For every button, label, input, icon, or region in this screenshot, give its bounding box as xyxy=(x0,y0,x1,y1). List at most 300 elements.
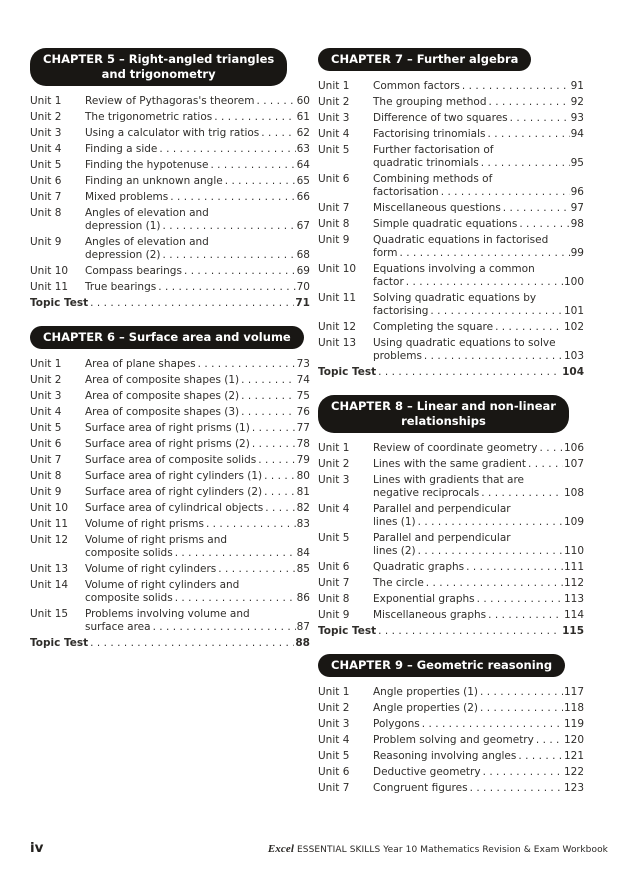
entry-line xyxy=(85,374,310,387)
dot-leader xyxy=(483,766,563,779)
entry-line xyxy=(373,80,584,93)
dot-leader xyxy=(518,750,563,763)
entry-body xyxy=(373,458,584,471)
entry-line xyxy=(373,593,584,606)
entry-line xyxy=(85,127,310,140)
entry-body xyxy=(85,265,310,278)
entry-page-number: 106 xyxy=(563,442,584,454)
entry-title: Review of coordinate geometry xyxy=(373,442,538,454)
dot-leader xyxy=(503,202,570,215)
dot-leader xyxy=(241,390,295,403)
dot-leader xyxy=(399,247,569,260)
entry-body xyxy=(85,159,310,172)
entry-title: Area of composite shapes (1) xyxy=(85,374,240,386)
entry-body xyxy=(85,608,310,634)
topic-test-label: Topic Test xyxy=(30,637,89,649)
entry-body xyxy=(373,766,584,779)
footer-imprint xyxy=(268,843,608,855)
entry-title: factor xyxy=(373,276,404,288)
toc-entry xyxy=(318,112,584,125)
dot-leader xyxy=(175,547,296,560)
entry-body xyxy=(85,563,310,576)
entry-title: Congruent figures xyxy=(373,782,468,794)
unit-label: Unit 1 xyxy=(30,95,62,107)
toc-entry xyxy=(30,502,310,515)
entry-line xyxy=(373,458,584,471)
entry-title: Miscellaneous graphs xyxy=(373,609,487,621)
entry-title: Surface area of right cylinders (1) xyxy=(85,470,263,482)
entry-body xyxy=(373,750,584,763)
toc-entry xyxy=(318,609,584,622)
entry-page-number: 97 xyxy=(570,202,584,214)
unit-label: Unit 1 xyxy=(318,80,350,92)
entry-title: Using a calculator with trig ratios xyxy=(85,127,260,139)
entry-body xyxy=(85,191,310,204)
unit-label: Unit 5 xyxy=(318,532,350,544)
entry-title: Lines with gradients that are xyxy=(373,474,524,486)
entry-title: Simple quadratic equations xyxy=(373,218,518,230)
unit-label: Unit 3 xyxy=(30,127,62,139)
entry-body xyxy=(373,218,584,231)
unit-label: Unit 15 xyxy=(30,608,69,620)
dot-leader xyxy=(480,686,563,699)
chapter-heading xyxy=(30,326,304,349)
entry-page-number: 118 xyxy=(563,702,584,714)
dot-leader xyxy=(489,96,570,109)
entry-line xyxy=(85,175,310,188)
toc-entry xyxy=(30,207,310,233)
dot-leader xyxy=(424,350,563,363)
entry-page-number: 71 xyxy=(295,297,310,309)
dot-leader xyxy=(225,175,296,188)
entry-page-number: 76 xyxy=(296,406,310,418)
dot-leader xyxy=(481,487,563,500)
entry-line xyxy=(373,128,584,141)
entry-page-number: 87 xyxy=(296,621,310,633)
entry-body xyxy=(373,80,584,93)
entry-page-number: 83 xyxy=(296,518,310,530)
dot-leader xyxy=(90,297,294,310)
entry-page-number: 69 xyxy=(296,265,310,277)
entry-page-number: 104 xyxy=(562,366,584,378)
entry-page-number: 114 xyxy=(563,609,584,621)
entry-page-number: 70 xyxy=(296,281,310,293)
toc-entry xyxy=(318,96,584,109)
entry-page-number: 96 xyxy=(570,186,584,198)
unit-label: Unit 6 xyxy=(318,173,350,185)
unit-label: Unit 10 xyxy=(30,265,69,277)
entry-page-number: 77 xyxy=(296,422,310,434)
unit-label: Unit 8 xyxy=(318,593,350,605)
dot-leader xyxy=(90,637,294,650)
toc-entry xyxy=(318,218,584,231)
entry-page-number: 80 xyxy=(296,470,310,482)
unit-label: Unit 6 xyxy=(30,438,62,450)
entry-line xyxy=(85,281,310,294)
unit-label: Unit 3 xyxy=(318,718,350,730)
unit-label: Unit 2 xyxy=(30,111,62,123)
entry-body xyxy=(373,532,584,558)
entry-title: depression (1) xyxy=(85,220,161,232)
entry-title: Quadratic graphs xyxy=(373,561,465,573)
entry-body xyxy=(373,474,584,500)
chapter-section xyxy=(30,48,310,310)
entry-body xyxy=(85,534,310,560)
entry-line xyxy=(373,247,584,260)
entry-page-number: 107 xyxy=(563,458,584,470)
toc-entry xyxy=(30,406,310,419)
entry-title: Miscellaneous questions xyxy=(373,202,501,214)
entry-title: Area of composite shapes (2) xyxy=(85,390,240,402)
dot-leader xyxy=(495,321,563,334)
entry-line xyxy=(373,305,584,318)
entry-body xyxy=(373,263,584,289)
dot-leader xyxy=(175,592,296,605)
entry-title: Angles of elevation and xyxy=(85,207,209,219)
entry-title: Completing the square xyxy=(373,321,494,333)
entry-title: Volume of right prisms xyxy=(85,518,204,530)
entry-page-number: 66 xyxy=(296,191,310,203)
entry-line xyxy=(373,474,584,487)
entry-title: Area of plane shapes xyxy=(85,358,196,370)
toc-entry xyxy=(318,128,584,141)
entry-body xyxy=(85,406,310,419)
dot-leader xyxy=(264,486,295,499)
toc-entry xyxy=(318,766,584,779)
toc-entry xyxy=(30,579,310,605)
toc-column-right xyxy=(318,48,584,811)
entry-title: Compass bearings xyxy=(85,265,182,277)
entry-page-number: 120 xyxy=(563,734,584,746)
dot-leader xyxy=(210,159,295,172)
dot-leader xyxy=(241,406,295,419)
topic-test-entry xyxy=(318,366,584,379)
toc-entry xyxy=(318,292,584,318)
dot-leader xyxy=(158,281,295,294)
entry-line xyxy=(373,577,584,590)
entry-title: Volume of right cylinders xyxy=(85,563,217,575)
unit-label: Unit 9 xyxy=(318,234,350,246)
chapter-heading-line: and trigonometry xyxy=(101,67,216,81)
entry-page-number: 94 xyxy=(570,128,584,140)
entry-title: Problems involving volume and xyxy=(85,608,250,620)
toc-entry xyxy=(30,111,310,124)
entry-line xyxy=(373,186,584,199)
entry-line xyxy=(373,234,584,247)
entry-page-number: 84 xyxy=(296,547,310,559)
entry-body xyxy=(373,442,584,455)
entry-body xyxy=(373,292,584,318)
toc-entry xyxy=(30,236,310,262)
toc-entry xyxy=(30,143,310,156)
dot-leader xyxy=(528,458,563,471)
entry-title: Deductive geometry xyxy=(373,766,481,778)
entry-page-number: 63 xyxy=(296,143,310,155)
dot-leader xyxy=(510,112,570,125)
unit-label: Unit 12 xyxy=(30,534,69,546)
entry-title: Finding an unknown angle xyxy=(85,175,223,187)
entry-title: factorisation xyxy=(373,186,439,198)
unit-label: Unit 2 xyxy=(318,702,350,714)
toc-entry xyxy=(318,321,584,334)
dot-leader xyxy=(430,305,563,318)
entry-body xyxy=(85,390,310,403)
topic-test-label: Topic Test xyxy=(30,297,89,309)
page-footer xyxy=(30,840,608,856)
entry-title: Solving quadratic equations by xyxy=(373,292,537,304)
entry-page-number: 121 xyxy=(563,750,584,762)
dot-leader xyxy=(418,545,563,558)
unit-label: Unit 2 xyxy=(318,96,350,108)
entry-line xyxy=(373,292,584,305)
entry-line xyxy=(85,358,310,371)
entry-title: problems xyxy=(373,350,422,362)
unit-label: Unit 12 xyxy=(318,321,357,333)
entry-page-number: 99 xyxy=(570,247,584,259)
entry-page-number: 62 xyxy=(296,127,310,139)
chapter-heading xyxy=(318,654,565,677)
entry-body xyxy=(373,202,584,215)
entry-title: Equations involving a common xyxy=(373,263,535,275)
entry-title: Finding a side xyxy=(85,143,158,155)
entry-page-number: 67 xyxy=(296,220,310,232)
entry-line xyxy=(85,422,310,435)
toc-entry xyxy=(30,374,310,387)
unit-label: Unit 1 xyxy=(318,686,350,698)
dot-leader xyxy=(218,563,295,576)
topic-test-entry xyxy=(30,637,310,650)
entry-body xyxy=(85,127,310,140)
entry-title: Surface area of cylindrical objects xyxy=(85,502,264,514)
toc-entry xyxy=(30,454,310,467)
entry-title: Common factors xyxy=(373,80,460,92)
toc-entry xyxy=(30,563,310,576)
entry-page-number: 78 xyxy=(296,438,310,450)
unit-label: Unit 5 xyxy=(30,159,62,171)
dot-leader xyxy=(477,593,563,606)
dot-leader xyxy=(470,782,563,795)
entry-title: Parallel and perpendicular xyxy=(373,503,511,515)
toc-entry xyxy=(318,750,584,763)
dot-leader xyxy=(264,470,295,483)
entry-page-number: 110 xyxy=(563,545,584,557)
entry-body xyxy=(373,173,584,199)
entry-title: Mixed problems xyxy=(85,191,169,203)
dot-leader xyxy=(162,220,295,233)
chapter-section xyxy=(318,395,584,638)
entry-line xyxy=(373,702,584,715)
dot-leader xyxy=(198,358,296,371)
toc-entry xyxy=(318,702,584,715)
dot-leader xyxy=(378,366,561,379)
entry-title: Difference of two squares xyxy=(373,112,508,124)
toc-entry xyxy=(318,263,584,289)
unit-label: Unit 13 xyxy=(318,337,357,349)
unit-label: Unit 11 xyxy=(30,281,69,293)
unit-label: Unit 8 xyxy=(318,218,350,230)
topic-test-label: Topic Test xyxy=(318,366,377,378)
entry-line xyxy=(85,621,310,634)
entry-body xyxy=(85,579,310,605)
entry-page-number: 91 xyxy=(570,80,584,92)
dot-leader xyxy=(159,143,295,156)
toc-entry xyxy=(30,608,310,634)
toc-entry xyxy=(30,518,310,531)
unit-label: Unit 5 xyxy=(318,750,350,762)
entry-body xyxy=(85,518,310,531)
entry-page-number: 81 xyxy=(296,486,310,498)
toc-entry xyxy=(318,144,584,170)
toc-entry xyxy=(30,390,310,403)
entry-title: form xyxy=(373,247,398,259)
dot-leader xyxy=(481,157,570,170)
entry-page-number: 123 xyxy=(563,782,584,794)
chapter-section xyxy=(318,654,584,795)
dot-leader xyxy=(153,621,296,634)
toc-entry xyxy=(318,474,584,500)
entry-line xyxy=(373,337,584,350)
entry-line xyxy=(373,350,584,363)
entry-line xyxy=(373,734,584,747)
page-number: iv xyxy=(30,840,44,856)
entry-title: Review of Pythagoras's theorem xyxy=(85,95,255,107)
entry-line xyxy=(85,579,310,592)
chapter-heading-line: relationships xyxy=(401,414,486,428)
entry-page-number: 101 xyxy=(563,305,584,317)
entry-title: composite solids xyxy=(85,547,173,559)
dot-leader xyxy=(162,249,295,262)
entry-body xyxy=(85,470,310,483)
entry-page-number: 115 xyxy=(562,625,584,637)
entry-page-number: 109 xyxy=(563,516,584,528)
dot-leader xyxy=(406,276,563,289)
dot-leader xyxy=(252,438,296,451)
entry-title: Further factorisation of xyxy=(373,144,494,156)
footer-brand: Excel xyxy=(267,843,294,855)
entry-body xyxy=(85,175,310,188)
entry-title: Factorising trinomials xyxy=(373,128,486,140)
dot-leader xyxy=(480,702,563,715)
toc-entry xyxy=(318,561,584,574)
entry-line xyxy=(373,766,584,779)
entry-body xyxy=(373,321,584,334)
toc-entry xyxy=(318,577,584,590)
entry-title: depression (2) xyxy=(85,249,161,261)
entry-body xyxy=(373,128,584,141)
toc-entry xyxy=(30,281,310,294)
footer-series-title: ESSENTIAL SKILLS Year 10 Mathematics Revision & Exam Workbook xyxy=(296,845,608,855)
entry-page-number: 102 xyxy=(563,321,584,333)
toc-entry xyxy=(30,175,310,188)
entry-body xyxy=(85,454,310,467)
toc-entry xyxy=(30,358,310,371)
entry-line xyxy=(373,532,584,545)
toc-entry xyxy=(318,442,584,455)
toc-entry xyxy=(30,191,310,204)
entry-line xyxy=(85,592,310,605)
toc-entry xyxy=(30,265,310,278)
toc-entry xyxy=(318,734,584,747)
entry-title: Angle properties (2) xyxy=(373,702,479,714)
entry-line xyxy=(373,263,584,276)
entry-body xyxy=(85,502,310,515)
entry-title: Finding the hypotenuse xyxy=(85,159,209,171)
toc-entry xyxy=(318,718,584,731)
unit-label: Unit 7 xyxy=(318,577,350,589)
entry-line xyxy=(85,111,310,124)
unit-label: Unit 2 xyxy=(30,374,62,386)
unit-label: Unit 8 xyxy=(30,470,62,482)
dot-leader xyxy=(258,454,295,467)
entry-page-number: 68 xyxy=(296,249,310,261)
entry-body xyxy=(373,782,584,795)
unit-label: Unit 3 xyxy=(30,390,62,402)
dot-leader xyxy=(466,561,563,574)
entry-title: Surface area of right cylinders (2) xyxy=(85,486,263,498)
entry-title: Combining methods of xyxy=(373,173,493,185)
entry-body xyxy=(85,207,310,233)
toc-entry xyxy=(30,422,310,435)
entry-page-number: 79 xyxy=(296,454,310,466)
entry-body xyxy=(85,438,310,451)
unit-label: Unit 10 xyxy=(318,263,357,275)
topic-test-entry xyxy=(30,297,310,310)
entry-body xyxy=(373,734,584,747)
entry-page-number: 98 xyxy=(570,218,584,230)
entry-page-number: 119 xyxy=(563,718,584,730)
entry-page-number: 103 xyxy=(563,350,584,362)
unit-label: Unit 4 xyxy=(318,128,350,140)
dot-leader xyxy=(261,127,295,140)
entry-line xyxy=(85,390,310,403)
entry-body xyxy=(85,422,310,435)
unit-label: Unit 4 xyxy=(318,503,350,515)
entry-body xyxy=(373,702,584,715)
toc-entry xyxy=(30,534,310,560)
entry-title: The circle xyxy=(373,577,424,589)
dot-leader xyxy=(426,577,563,590)
toc-entry xyxy=(318,458,584,471)
toc-entry xyxy=(318,593,584,606)
unit-label: Unit 8 xyxy=(30,207,62,219)
dot-leader xyxy=(241,374,295,387)
entry-line xyxy=(85,220,310,233)
entry-title: The trigonometric ratios xyxy=(85,111,213,123)
toc-entry xyxy=(30,486,310,499)
entry-body xyxy=(85,486,310,499)
entry-line xyxy=(373,442,584,455)
chapter-heading-line: CHAPTER 8 – Linear and non-linear xyxy=(331,399,556,413)
entry-line xyxy=(85,191,310,204)
entry-page-number: 92 xyxy=(570,96,584,108)
unit-label: Unit 7 xyxy=(30,454,62,466)
unit-label: Unit 11 xyxy=(318,292,357,304)
entry-line xyxy=(373,112,584,125)
topic-test-entry xyxy=(318,625,584,638)
entry-page-number: 122 xyxy=(563,766,584,778)
dot-leader xyxy=(184,265,296,278)
entry-line xyxy=(85,486,310,499)
dot-leader xyxy=(256,95,295,108)
entry-title: True bearings xyxy=(85,281,157,293)
entry-line xyxy=(85,406,310,419)
entry-body xyxy=(373,144,584,170)
chapter-heading-line: CHAPTER 7 – Further algebra xyxy=(331,52,519,66)
entry-title: Angle properties (1) xyxy=(373,686,479,698)
entry-title: composite solids xyxy=(85,592,173,604)
unit-label: Unit 11 xyxy=(30,518,69,530)
entry-page-number: 60 xyxy=(296,95,310,107)
